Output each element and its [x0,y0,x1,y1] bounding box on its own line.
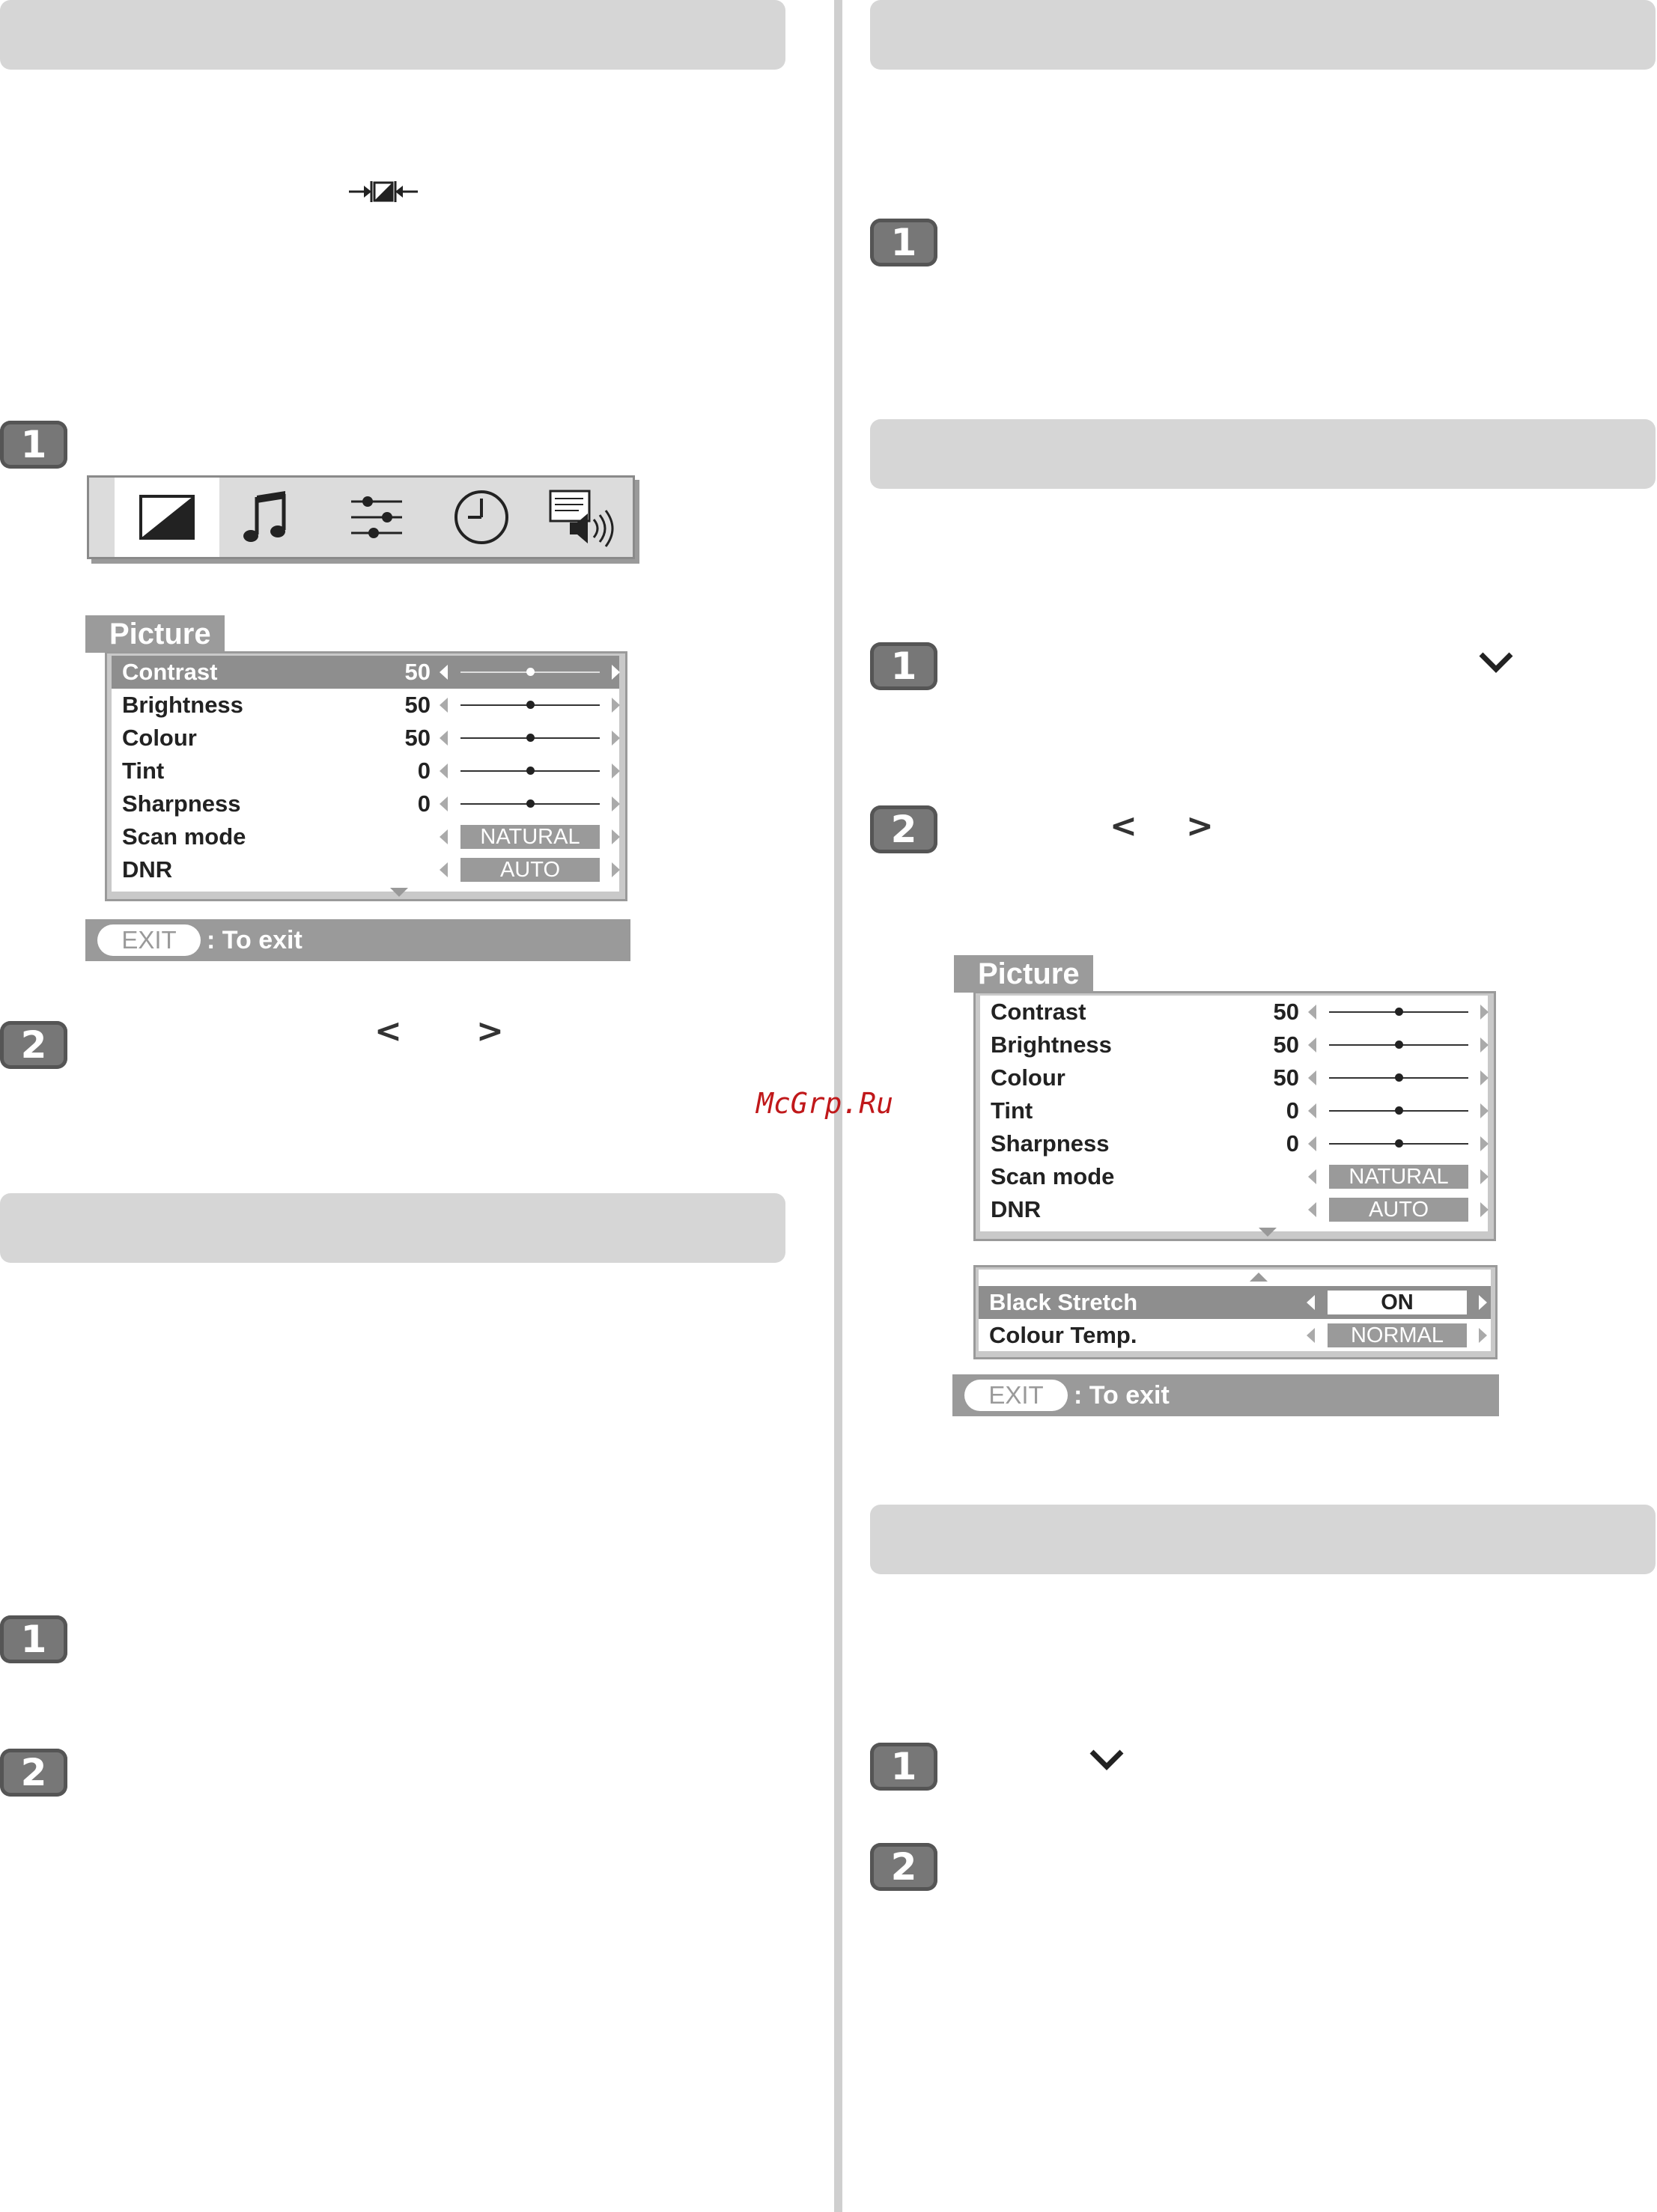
step-badge: 1 [0,1615,67,1663]
step-badge: 1 [870,642,937,690]
row-value: 50 [1273,999,1299,1025]
left-arrow-icon[interactable] [440,731,448,746]
picture-menu-tab[interactable] [115,478,219,557]
menu-list [979,1270,1491,1351]
slider-handle[interactable] [526,799,535,808]
right-arrow-icon[interactable] [1480,1136,1489,1151]
music-note-icon [219,478,324,557]
section-header-bar [870,419,1656,489]
row-label: Brightness [991,1032,1112,1058]
down-arrow-icon [1477,648,1515,675]
row-label: Scan mode [122,823,246,850]
menu-row-colour-temp[interactable] [979,1319,1491,1352]
watermark-text: McGrp.Ru [756,1087,894,1120]
left-arrow-icon[interactable] [1307,1295,1315,1310]
row-label: DNR [122,856,173,883]
slider-handle[interactable] [1395,1041,1403,1049]
menu-row-tint[interactable] [980,1094,1488,1127]
scroll-down-icon[interactable] [1259,1228,1277,1237]
timer-menu-tab[interactable] [429,478,534,557]
row-label: Colour Temp. [989,1322,1137,1348]
menu-row-sharpness[interactable] [112,787,619,820]
scroll-up-icon[interactable] [1250,1273,1268,1282]
step-badge: 2 [0,1749,67,1797]
menu-frame [105,651,627,901]
left-arrow-icon[interactable] [440,796,448,811]
left-arrow-icon[interactable] [1308,1136,1316,1151]
down-arrow-icon [1087,1746,1126,1773]
left-arrow-icon[interactable] [1308,1202,1316,1217]
right-arrow-icon[interactable] [1480,1005,1489,1020]
row-label: Sharpness [991,1130,1110,1157]
section-header-bar [0,1193,785,1263]
row-value: 0 [417,790,431,817]
slider-handle[interactable] [526,701,535,709]
row-label: Scan mode [991,1163,1115,1189]
menu-row-colour[interactable] [112,722,619,755]
row-label: Sharpness [122,790,241,817]
option-value[interactable]: NORMAL [1328,1323,1467,1347]
left-arrow-icon[interactable] [1308,1169,1316,1184]
left-arrow-icon[interactable] [440,829,448,844]
right-arrow-icon[interactable] [612,731,620,746]
feature-menu-tab[interactable] [324,478,429,557]
right-arrow-icon: > [1186,807,1214,845]
left-arrow-icon[interactable] [1308,1070,1316,1085]
menu-frame [973,1265,1498,1359]
left-arrow-icon[interactable] [440,665,448,680]
picture-menu [954,955,1499,1243]
right-arrow-icon[interactable] [1479,1328,1487,1343]
menu-row-sharpness[interactable] [980,1127,1488,1160]
section-header-bar [870,0,1656,70]
main-menu-icon-strip [87,475,635,559]
menu-title: Picture [954,955,1093,993]
row-label: Colour [991,1064,1065,1091]
row-value: 0 [417,758,431,784]
right-arrow-icon[interactable] [612,764,620,779]
scroll-down-icon[interactable] [390,888,408,897]
menu-list [980,996,1488,1231]
option-value[interactable]: AUTO [460,858,600,882]
menu-row-scan-mode[interactable] [980,1160,1488,1193]
clock-icon [429,478,534,557]
slider-handle[interactable] [1395,1106,1403,1115]
left-arrow-icon[interactable] [440,698,448,713]
section-header-bar [870,1505,1656,1574]
exit-button[interactable]: EXIT [964,1380,1068,1411]
exit-hint: : To exit [207,926,302,954]
row-value: 50 [1273,1064,1299,1091]
menu-row-brightness[interactable] [112,689,619,722]
right-arrow-icon[interactable] [1480,1202,1489,1217]
step-badge: 1 [870,1743,937,1791]
right-arrow-icon[interactable] [1480,1103,1489,1118]
slider-handle[interactable] [526,668,535,676]
menu-row-black-stretch[interactable] [979,1286,1491,1319]
step-badge: 1 [0,421,67,469]
setup-menu-tab[interactable] [534,478,639,557]
exit-bar [952,1374,1499,1416]
step-badge: 2 [870,805,937,853]
row-label: Brightness [122,692,243,718]
menu-row-colour[interactable] [980,1061,1488,1094]
row-label: DNR [991,1196,1042,1222]
row-value: 50 [404,725,431,751]
right-arrow-icon[interactable] [1479,1295,1487,1310]
row-label: Colour [122,725,197,751]
row-label: Contrast [991,999,1086,1025]
right-arrow-icon[interactable] [1480,1169,1489,1184]
sound-menu-tab[interactable] [219,478,324,557]
row-label: Tint [122,758,165,784]
row-value: 0 [1286,1130,1299,1157]
menu-frame [973,991,1496,1241]
left-arrow-icon: < [1110,807,1137,845]
step-badge: 2 [870,1843,937,1891]
section-header-bar [0,0,785,70]
row-label: Contrast [122,659,218,685]
option-value[interactable]: NATURAL [460,825,600,849]
menu-row-tint[interactable] [112,755,619,787]
exit-bar [85,919,630,961]
option-value[interactable]: NATURAL [1329,1165,1468,1189]
left-arrow-icon[interactable] [1308,1103,1316,1118]
menu-list [112,656,619,892]
contrast-symbol-icon [347,178,419,205]
menu-row-contrast[interactable] [112,656,619,689]
setup-speaker-icon [534,478,639,557]
right-arrow-icon[interactable] [612,829,620,844]
right-arrow-icon[interactable] [1480,1070,1489,1085]
slider-handle[interactable] [1395,1073,1403,1082]
exit-hint: : To exit [1074,1381,1170,1410]
step-badge: 2 [0,1021,67,1069]
left-arrow-icon[interactable] [1308,1005,1316,1020]
left-arrow-icon[interactable] [440,862,448,877]
slider-handle[interactable] [1395,1139,1403,1148]
menu-row-dnr[interactable] [112,853,619,886]
exit-button[interactable]: EXIT [97,924,201,956]
left-arrow-icon[interactable] [1307,1328,1315,1343]
left-arrow-icon[interactable] [1308,1038,1316,1052]
picture-icon [115,478,219,557]
menu-row-dnr[interactable] [980,1193,1488,1226]
menu-row-scan-mode[interactable] [112,820,619,853]
slider-handle[interactable] [1395,1008,1403,1016]
menu-row-contrast[interactable] [980,996,1488,1029]
picture-menu [85,615,630,903]
right-arrow-icon[interactable] [612,862,620,877]
option-value[interactable]: AUTO [1329,1198,1468,1222]
menu-title: Picture [85,615,225,653]
left-arrow-icon[interactable] [440,764,448,779]
right-arrow-icon[interactable] [612,796,620,811]
right-arrow-icon[interactable] [1480,1038,1489,1052]
right-arrow-icon: > [476,1012,504,1050]
left-arrow-icon: < [374,1012,402,1050]
row-value: 50 [404,659,431,685]
row-label: Black Stretch [989,1289,1138,1315]
slider-handle[interactable] [526,767,535,775]
row-value: 0 [1286,1097,1299,1124]
picture-menu-page2 [973,1265,1498,1359]
row-value: 50 [404,692,431,718]
right-arrow-icon[interactable] [612,665,620,680]
row-value: 50 [1273,1032,1299,1058]
step-badge: 1 [870,219,937,266]
right-arrow-icon[interactable] [612,698,620,713]
sliders-icon [324,478,429,557]
row-label: Tint [991,1097,1033,1124]
slider-handle[interactable] [526,734,535,742]
menu-row-brightness[interactable] [980,1029,1488,1061]
option-value[interactable]: ON [1328,1291,1467,1314]
